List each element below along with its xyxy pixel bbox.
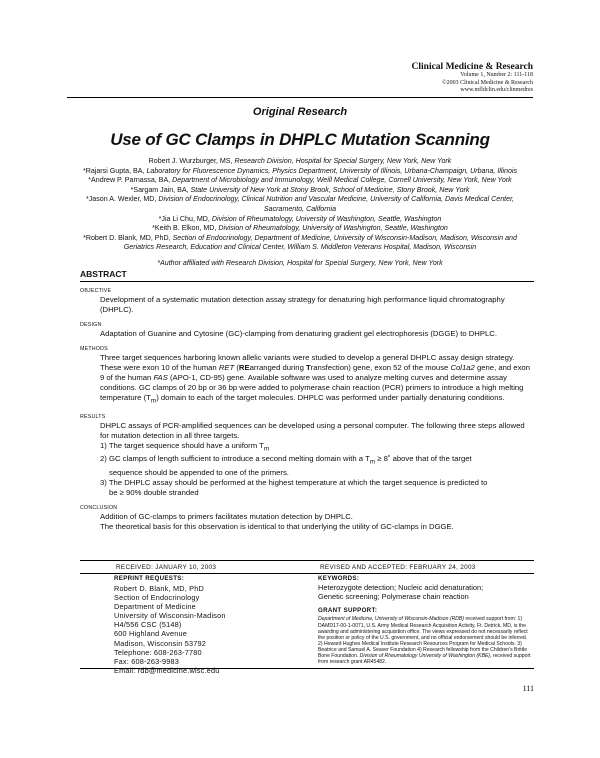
keywords-text: Heterozygote detection; Nucleic acid denaturation; Genetic screening; Polymerase chain reaction bbox=[318, 583, 484, 602]
author-line: *Jason A. Wexler, MD, Division of Endocrinology, Clinical Nutrition and Vascular Medicine, University of California, Davis Medical Center, Sacramento, California bbox=[85, 195, 515, 213]
grant-text: Department of Medicine, University of Wisconsin-Madison (RDB) received support from: 1) DAMD17-00-1-0071, U.S. Army Medical Research Acquisition Activity, Ft. Detrick, MD, is the awarding and administering acquisition office. The views expressed do not necessarily reflect the position or policy of the U.S. government, and no official endorsement should be inferred. 2) Howard Hughes Medical Institute Research Resources Program for Medical Schools. 3) Beatrice and Samuel A. Seaver Foundation 4) Research fellowship from the Children's Brittle Bone Foundation. Division of Rheumatology University of Washington (KBE), received support from research grant AR45482. bbox=[318, 616, 531, 666]
grant-heading: GRANT SUPPORT: bbox=[318, 607, 378, 615]
footer-rule bbox=[80, 668, 534, 669]
section-type: Original Research bbox=[252, 106, 348, 118]
header-rule bbox=[67, 97, 533, 98]
dates-row bbox=[80, 561, 534, 573]
journal-masthead bbox=[412, 62, 533, 95]
journal-name: Clinical Medicine & Research bbox=[411, 62, 533, 72]
email-link[interactable]: Email: rdb@medicine.wisc.edu bbox=[114, 665, 220, 675]
info-mid-rule bbox=[80, 573, 534, 574]
results-text: DHPLC assays of PCR-amplified sequences can be developed using a personal computer. The following three steps allowed for mutation detection in all three targets. 1) The target sequence should have a uniform $T_m$ 2) GC clamps of length sufficient to introduce a second melting domain with a $T_m$ ≥ 8˚ above that of the target sequence should be appended to one of the primers. 3) The DHPLC assay should be performed at the highest temperature at which the target sequence is predicted to be ≥ 90% double stranded bbox=[100, 420, 525, 497]
author-list bbox=[80, 157, 520, 269]
methods-text: Three target sequences harboring known allelic variants were studied to develop a general DHPLC assay design strategy. These were exon 10 of the human RET (REarranged during Transfection) gene, exon 52 of the mouse Col1a2 gene, and exon 9 of the human FAS (APO-1, CD-95) gene. Available software was used to analyze melting curves and determine assay conditions. GC clamps of 20 bp or 36 bp were added to polymerase chain reaction (PCR) primers to introduce a high melting temperature $(T_m)$ domain to each of the target molecules. DHPLC was performed under partially denaturing conditions. bbox=[100, 353, 530, 405]
author-line: *Keith B. Elkon, MD, Division of Rheumatology, University of Washington, Seattle, Washington bbox=[152, 224, 448, 233]
design-text: Adaptation of Guanine and Cytosine (GC)-clamping from denaturing gradient gel electrophoresis (DGGE) to DHPLC. bbox=[100, 329, 497, 338]
author-note: *Author affiliated with Research Division, Hospital for Special Surgery, New York, New York bbox=[157, 258, 443, 267]
author-line: *Jia Li Chu, MD, Division of Rheumatology, University of Washington, Seattle, Washington bbox=[158, 214, 442, 223]
author-line: *Rajarsi Gupta, BA, Laboratory for Fluorescence Dynamics, Physics Department, University of Illinois, Urbana-Champaign, Urbana, Illinois bbox=[82, 166, 518, 175]
author-line: *Sargam Jain, BA, State University of New York at Stony Brook, School of Medicine, Stony Brook, New York bbox=[130, 185, 470, 194]
page-number: 111 bbox=[522, 684, 534, 693]
conclusion-text: Addition of GC-clamps to primers facilitates mutation detection by DHPLC. The theoretical basis for this observation is identical to that underlying the utility of GC-clamps in DGGE. bbox=[100, 511, 454, 531]
objective-text: Development of a systematic mutation detection assay strategy for denaturing high performance liquid chromatography (DHPLC). bbox=[100, 295, 505, 314]
objective-label: OBJECTIVE bbox=[80, 288, 112, 294]
abstract bbox=[80, 269, 534, 532]
keywords-heading: KEYWORDS: bbox=[318, 575, 360, 582]
journal-copyright: ©2003 Clinical Medicine & Research bbox=[442, 79, 533, 86]
received-date: RECEIVED: JANUARY 10, 2003 bbox=[116, 564, 217, 571]
journal-volume: Volume 1, Number 2: 111-118 bbox=[460, 72, 533, 78]
reprint-address: Robert D. Blank, MD, PhD Section of Endocrinology Department of Medicine University of Wisconsin-Madison H4/556 CSC (5148) 600 Highland Avenue Madison, Wisconsin 53792 Telephone: 608-263-7780 Fax: 608-263-9983 Email: rdb@medicine.wisc.edu bbox=[114, 584, 294, 675]
reprint-heading: REPRINT REQUESTS: bbox=[114, 575, 185, 582]
design-label: DESIGN bbox=[80, 322, 102, 328]
results-label: RESULTS bbox=[80, 413, 106, 420]
revised-date: REVISED AND ACCEPTED: FEBRUARY 24, 2003 bbox=[320, 564, 476, 571]
author-line: *Robert D. Blank, MD, PhD, Section of Endocrinology, Department of Medicine, University of Wisconsin-Madison, Madison, Wisconsin and Geriatrics Research, Education and Clinical Center, William S. Middleton Veterans Hospital, Madison, Wisconsin bbox=[83, 233, 517, 252]
conclusion-label: CONCLUSION bbox=[80, 504, 118, 511]
author-line: *Andrew P. Parnassa, BA, Department of Microbiology and Immunology, Weill Medical College, Cornell University, New York, New York bbox=[88, 176, 512, 185]
reprint-requests bbox=[114, 575, 294, 675]
article-title: Use of GC Clamps in DHPLC Mutation Scanning bbox=[110, 130, 490, 149]
article-info-box bbox=[80, 560, 534, 675]
author-line: Robert J. Wurzburger, MS, Research Division, Hospital for Special Surgery, New York, New York bbox=[148, 157, 452, 165]
methods-label: METHODS bbox=[80, 346, 108, 352]
abstract-heading: ABSTRACT bbox=[80, 269, 127, 279]
journal-url[interactable]: www.mfldclin.edu/clinmedres bbox=[460, 87, 533, 93]
abstract-rule bbox=[80, 281, 534, 282]
keywords-grant bbox=[318, 575, 533, 665]
